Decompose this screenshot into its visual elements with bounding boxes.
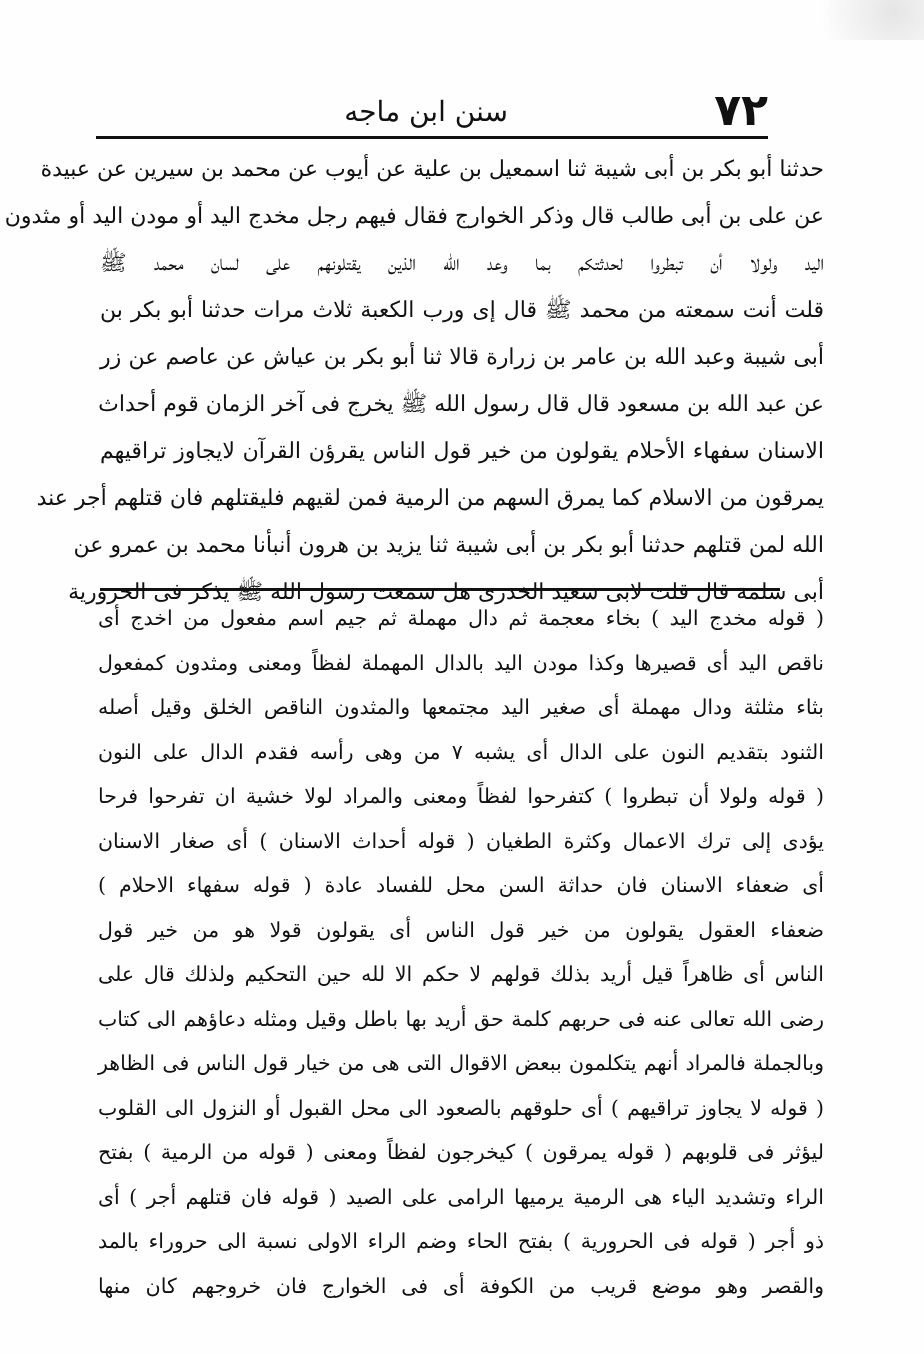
page-number: ٧٢	[714, 85, 768, 136]
text-line: أبى شيبة وعبد الله بن عامر بن زرارة قالا ثنا أبو بكر بن عياش عن عاصم عن زر	[100, 345, 824, 370]
note-line: ( قوله مخدج اليد ) بخاء معجمة ثم دال مهملة ثم جيم اسم مفعول من اخدج أى	[98, 606, 824, 630]
note-line: الثنود بتقديم النون على الدال أى يشبه ٧ من وهى رأسه فقدم الدال على النون	[98, 739, 824, 764]
note-line: ليؤثر فى قلوبهم ( قوله يمرقون ) كيخرجون لفظاً ومعنى ( قوله من الرمية ) بفتح	[98, 1140, 824, 1164]
book-title: سنن ابن ماجه	[344, 95, 508, 128]
header-divider	[96, 136, 768, 139]
text-line: أبى سلمة قال قلت لابى سعيد الخدرى هل سمعت رسول الله ﷺ يذكر فى الحرورية	[68, 580, 824, 605]
hadith-text	[4, 146, 824, 616]
note-line: يؤدى إلى ترك الاعمال وكثرة الطغيان ( قوله أحداث الاسنان ) أى صغار الاسنان	[98, 828, 824, 853]
note-line: أى ضعفاء الاسنان فان حداثة السن محل للفساد عادة ( قوله سفهاء الاحلام )	[98, 873, 824, 897]
text-line: الله لمن قتلهم حدثنا أبو بكر بن أبى شيبة ثنا يزيد بن هرون أنبأنا محمد بن عمرو عن	[73, 533, 824, 558]
note-line: ( قوله ولولا أن تبطروا ) كتفرحوا لفظاً ومعنى والمراد لولا خشية ان تفرحوا فرحا	[98, 784, 824, 808]
text-line: حدثنا أبو بكر بن أبى شيبة ثنا اسمعيل بن علية عن أيوب عن محمد بن سيرين عن عبيدة	[40, 157, 824, 182]
scan-artifact	[774, 0, 924, 40]
text-line: يمرقون من الاسلام كما يمرق السهم من الرمية فمن لقيهم فليقتلهم فان قتلهم أجر عند	[36, 486, 824, 511]
text-line: الاسنان سفهاء الأحلام يقولون من خير قول الناس يقرؤن القرآن لايجاوز تراقيهم	[100, 439, 824, 464]
text-line: عن عبد الله بن مسعود قال قال رسول الله ﷺ يخرج فى آخر الزمان قوم أحداث	[98, 392, 824, 417]
note-line: رضى الله تعالى عنه فى حربهم كلمة حق أريد بها باطل وقيل ومثله دعاؤهم الى كتاب	[98, 1006, 824, 1031]
text-line: اليد ولولا أن تبطروا لحدثتكم بما وعد الله الذين يقتلونهم على لسان محمد ﷺ	[100, 251, 824, 276]
note-line: الناس أى ظاهراً قيل أريد بذلك قولهم لا حكم الا لله حين التحكيم ولذلك قال على	[98, 962, 824, 986]
text-line: قلت أنت سمعته من محمد ﷺ قال إى ورب الكعبة ثلاث مرات حدثنا أبو بكر بن	[100, 298, 824, 323]
commentary-divider	[100, 588, 780, 591]
note-line: ناقص اليد أى قصيرها وكذا مودن اليد بالدال المهملة لفظاً ومعنى ومثدون كمفعول	[98, 650, 824, 675]
note-line: ذو أجر ( قوله فى الحرورية ) بفتح الحاء وضم الراء الاولى نسبة الى حروراء بالمد	[98, 1229, 824, 1253]
page-header	[98, 84, 768, 138]
commentary-notes	[98, 596, 824, 1308]
note-line: ( قوله لا يجاوز تراقيهم ) أى حلوقهم بالصعود الى محل القبول أو النزول الى القلوب	[98, 1095, 824, 1120]
note-line: بثاء مثلثة ودال مهملة أى صغير اليد مجتمعها والمثدون الناقص الخلق وقيل أصله	[98, 695, 824, 719]
note-line: وبالجملة فالمراد أنهم يتكلمون ببعض الاقوال التى هى من خيار قول الناس فى الظاهر	[98, 1051, 824, 1075]
note-line: الراء وتشديد الياء هى الرمية يرميها الرامى على الصيد ( قوله فان قتلهم أجر ) أى	[98, 1184, 824, 1209]
text-line: عن على بن أبى طالب قال وذكر الخوارج فقال فيهم رجل مخدج اليد أو مودن اليد أو مثدون	[4, 204, 824, 229]
note-line: ضعفاء العقول يقولون من خير قول الناس أى يقولون قولا هو من خير قول	[98, 917, 824, 942]
note-line: والقصر وهو موضع قريب من الكوفة أى فى الخوارج فان خروجهم كان منها	[98, 1273, 824, 1298]
